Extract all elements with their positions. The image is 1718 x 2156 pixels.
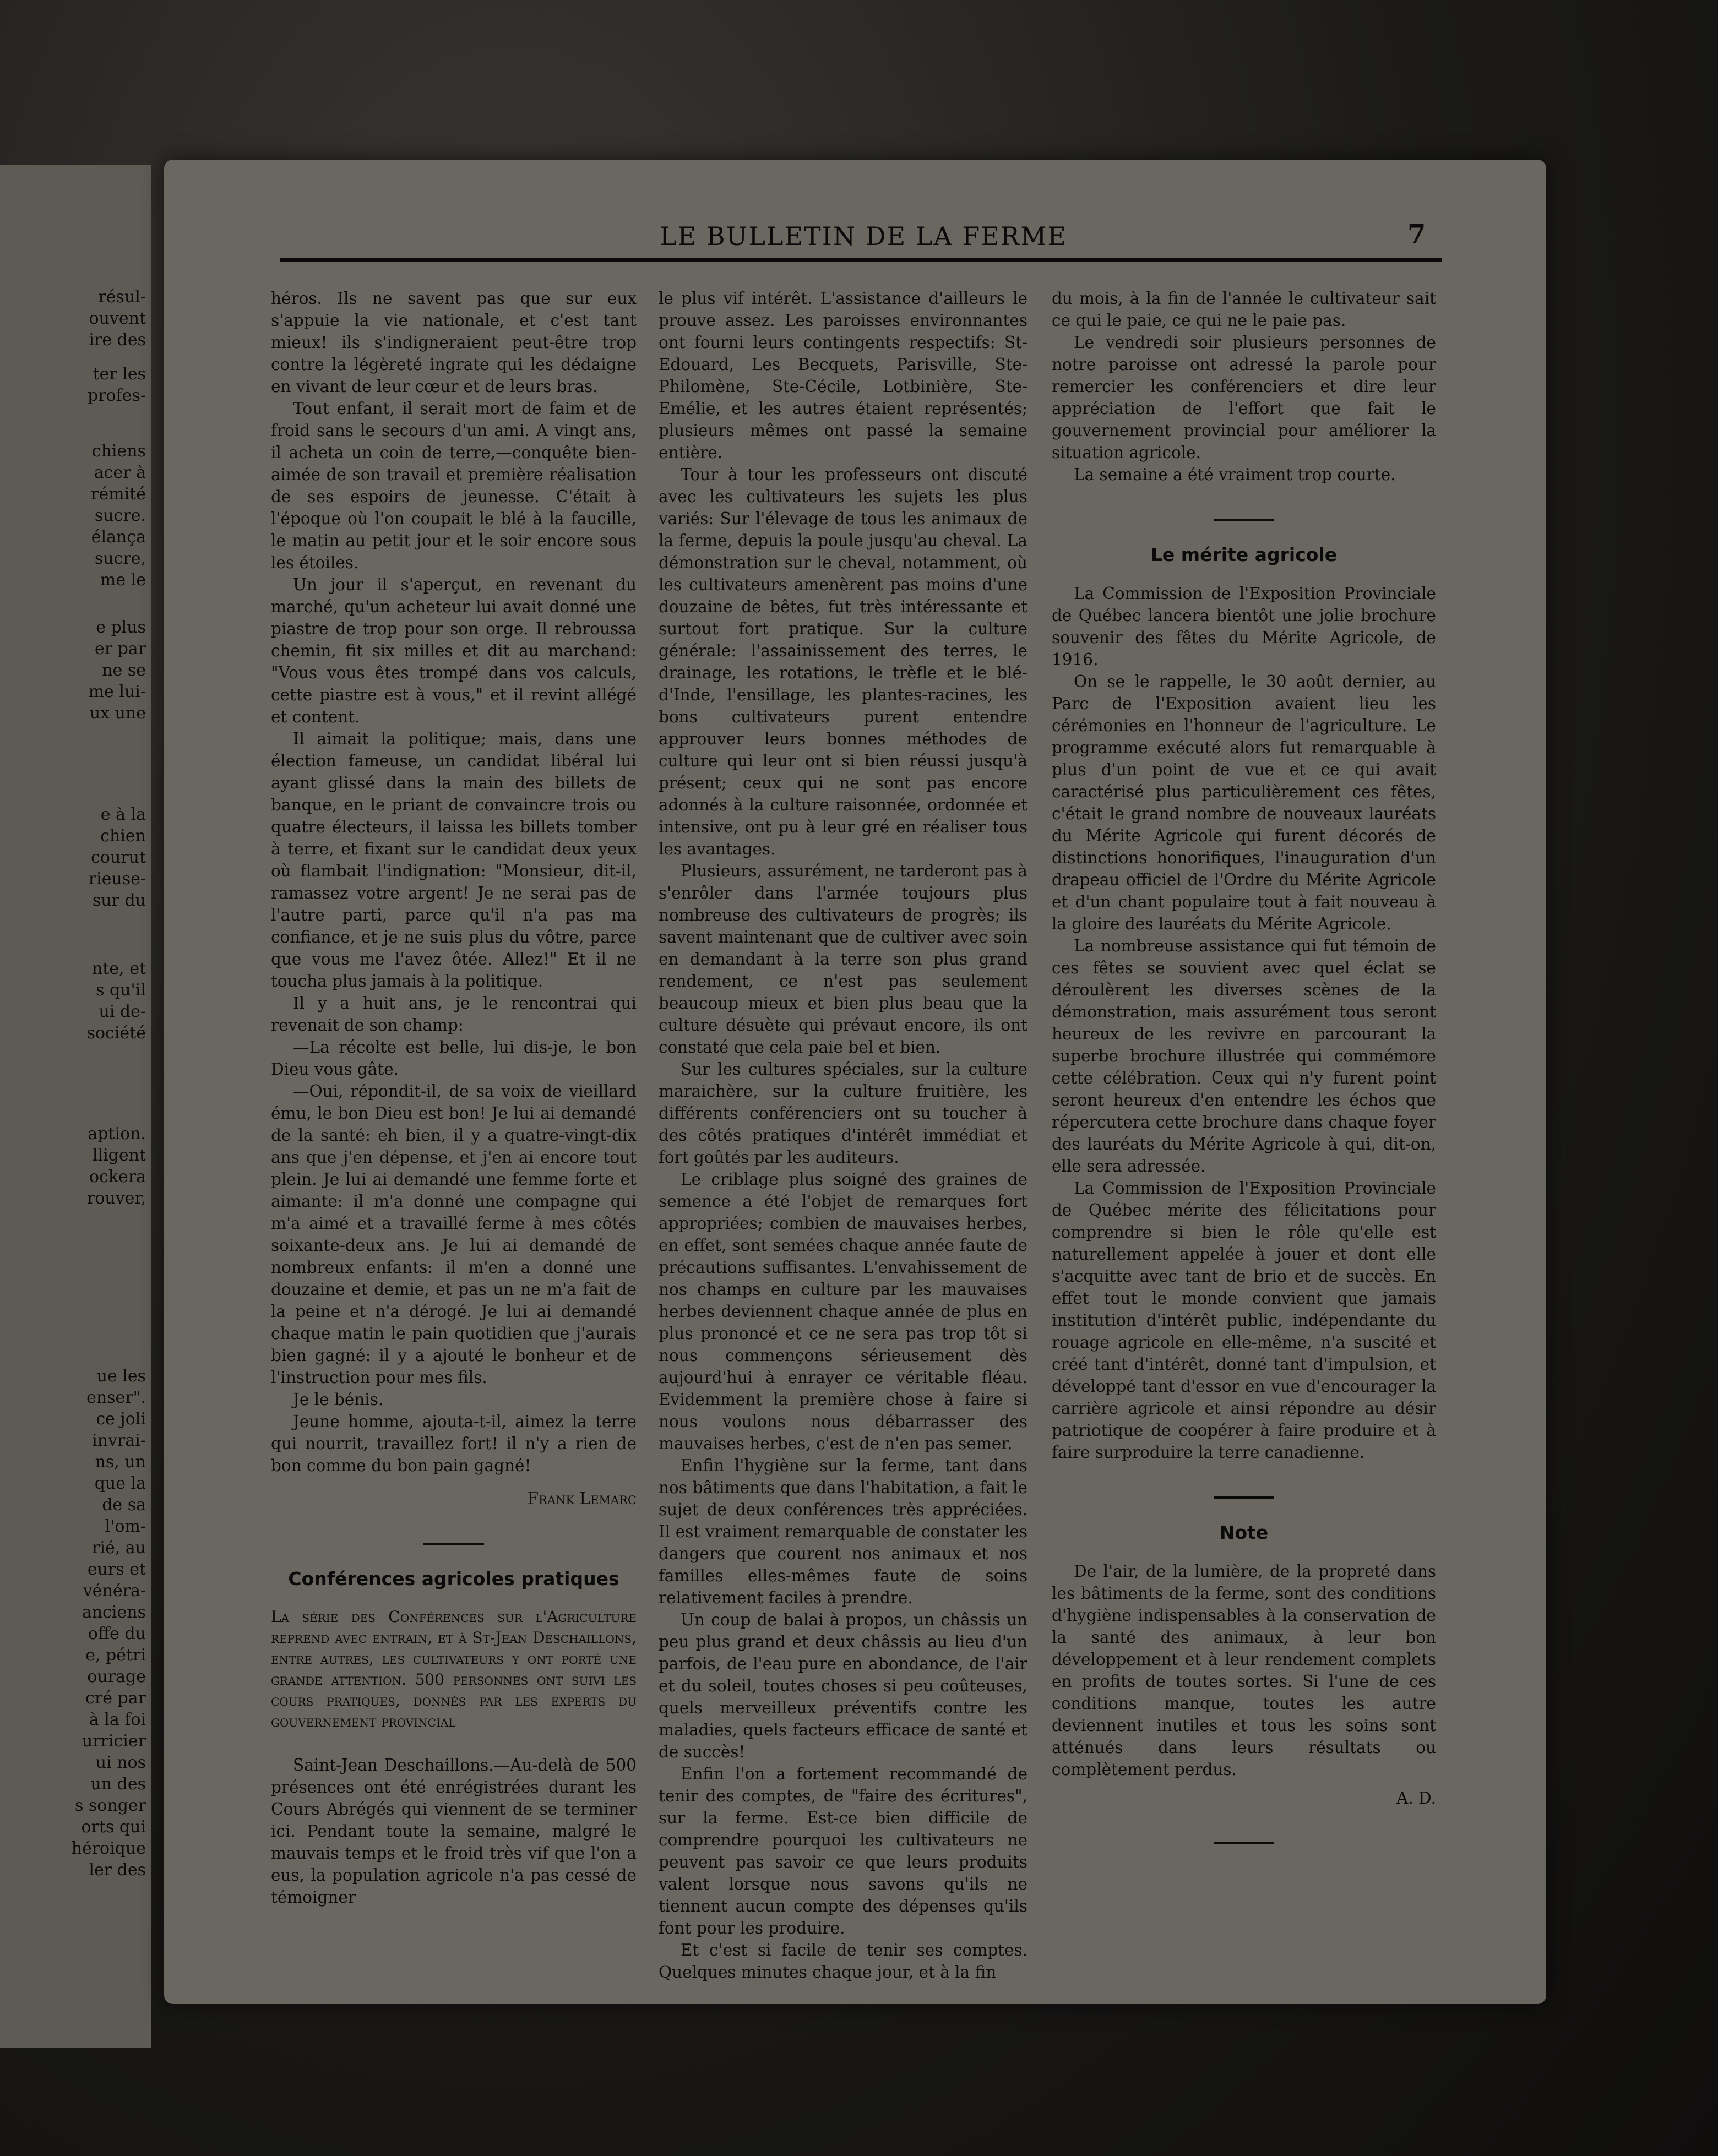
text-fragment: ourage bbox=[87, 1667, 146, 1686]
paragraph: Le vendredi soir plusieurs personnes de notre paroisse ont adressé la parole pour remercier les conférenciers et dire leur appréciation de l'effort que fait le gouvernement provincial pour améliorer la situation agricole. bbox=[1052, 333, 1436, 462]
section-title: Le mérite agricole bbox=[1150, 544, 1338, 565]
paragraph: —La récolte est belle, lui dis-je, le bon Dieu vous gâte. bbox=[271, 1038, 637, 1079]
text-fragment: rouver, bbox=[86, 1189, 146, 1208]
text-fragment: lligent bbox=[92, 1146, 146, 1165]
text-fragment: cré par bbox=[85, 1689, 146, 1708]
paragraph: Tour à tour les professeurs ont discuté avec les cultivateurs les sujets les plus variés: Sur l'élevage de tous les animaux de la ferme, depuis la poule jusqu'au cheval. La démonstration sur le cheval, notamment, où les cultivateurs amenèrent pas moins d'une douzaine de bêtes, fut très intéressante et surtout fort pratique. Sur la culture générale: l'assainissement des terres, le drainage, les rotations, le trèfle et le blé-d'Inde, l'ensillage, les plantes-racines, les bons cultivateurs purent entendre approuver leurs bonnes méthodes de culture qui leur ont si bien réussi jusqu'à présent; ceux qui ne sont pas encore adonnés à la culture raisonnée, ordonnée et intensive, ont pu à leur gré en réaliser tous les avantages. bbox=[659, 465, 1027, 858]
text-fragment: enser". bbox=[86, 1388, 146, 1407]
text-fragment: anciens bbox=[81, 1603, 146, 1622]
text-fragment: e à la bbox=[100, 805, 146, 824]
section-divider bbox=[1214, 519, 1274, 521]
text-fragment: chien bbox=[100, 826, 146, 846]
section-title: Conférences agricoles pratiques bbox=[288, 1568, 619, 1589]
text-fragment: eurs et bbox=[87, 1560, 146, 1579]
paragraph: Et c'est si facile de tenir ses comptes. Quelques minutes chaque jour, et à la fin bbox=[659, 1941, 1027, 1981]
text-fragment: ce joli bbox=[96, 1409, 146, 1429]
text-fragment: sur du bbox=[92, 891, 146, 910]
text-fragment: offe du bbox=[88, 1624, 146, 1643]
page-number: 7 bbox=[1407, 219, 1426, 250]
column-2 bbox=[659, 287, 1027, 1983]
paragraph: Il aimait la politique; mais, dans une élection fameuse, un candidat libéral lui ayant glissé dans la main des billets de banque, en le priant de convaincre trois ou quatre électeurs, il laissa les billets tomber à terre, et fixant sur le candidat deux yeux où flambait l'indignation: "Monsieur, dit-il, ramassez votre argent! Je ne serai pas de l'autre parti, parce qu'il n'a pas ma confiance, et je ne suis plus du vôtre, parce que vous me l'avez ôtée. Allez!" Et il ne toucha plus jamais à la politique. bbox=[271, 729, 637, 990]
header-rule bbox=[280, 258, 1442, 262]
section-title: Note bbox=[1219, 1522, 1269, 1543]
paragraph: Enfin l'on a fortement recommandé de tenir des comptes, de "faire des écritures", sur la ferme. Est-ce bien difficile de comprendre pourquoi les cultivateurs ne peuvent pas savoir ce que leurs produits valent lorsque nous savons qu'ils ne tiennent aucun compte des dépenses qu'ils font pour les produire. bbox=[659, 1765, 1027, 1937]
text-fragment: héroique bbox=[71, 1839, 146, 1858]
text-fragment: e, pétri bbox=[85, 1646, 146, 1665]
paragraph: Tout enfant, il serait mort de faim et de froid sans le secours d'un ami. A vingt ans, il acheta un coin de terre,—conquête bien-aimée de son travail et première réalisation de ses espoirs de jeunesse. C'était à l'époque où l'on coupait le blé à la faucille, le matin au petit jour et le soir encore sous les étoiles. bbox=[271, 399, 637, 572]
text-fragment: me le bbox=[100, 570, 146, 590]
paragraph: Enfin l'hygiène sur la ferme, tant dans nos bâtiments que dans l'habitation, a fait le sujet de deux conférences très appréciées. Il est vraiment remarquable de constater les dangers que courent nos animaux et nos familles elles-mêmes faute de soins relativement faciles à prendre. bbox=[659, 1456, 1027, 1607]
column-1 bbox=[271, 287, 637, 1908]
text-fragment: ui de- bbox=[99, 1002, 146, 1021]
text-fragment: sucre. bbox=[94, 506, 146, 525]
newspaper-page bbox=[164, 160, 1546, 2004]
text-fragment: un des bbox=[90, 1774, 146, 1794]
text-fragment: ne se bbox=[102, 661, 146, 680]
text-fragment: nte, et bbox=[91, 959, 146, 978]
column-3 bbox=[1052, 287, 1436, 1868]
paragraph: Je le bénis. bbox=[293, 1390, 384, 1409]
text-fragment: de sa bbox=[102, 1495, 146, 1515]
text-fragment: ire des bbox=[89, 330, 146, 350]
text-fragment: ue les bbox=[96, 1366, 146, 1386]
text-fragment: à la foi bbox=[89, 1710, 146, 1729]
adjacent-page-strip bbox=[0, 165, 151, 2048]
text-fragment: chiens bbox=[91, 442, 146, 461]
text-fragment: ockera bbox=[89, 1167, 146, 1186]
text-fragment: l'om- bbox=[105, 1517, 146, 1536]
text-fragment: vénéra- bbox=[83, 1581, 146, 1600]
text-fragment: aption. bbox=[88, 1124, 146, 1144]
author-signature: Frank Lemarc bbox=[527, 1489, 637, 1508]
text-fragment: ouvent bbox=[89, 309, 146, 328]
paragraph: Il y a huit ans, je le rencontrai qui revenait de son champ: bbox=[271, 994, 637, 1035]
text-fragment: s qu'il bbox=[96, 981, 146, 1000]
text-fragment: acer à bbox=[94, 463, 146, 482]
paragraph: La nombreuse assistance qui fut témoin de ces fêtes se souvient avec quel éclat se déroulèrent les diverses scènes de la démonstration, mais assurément tous seront heureux de les revivre en parcourant la superbe brochure illustrée qui commémore cette célébration. Ceux qui n'y furent point seront heureux d'en entendre les échos que répercutera cette brochure dans chaque foyer des lauréats du Mérite Agricole à qui, dit-on, elle sera adressée. bbox=[1052, 937, 1436, 1175]
paragraph: Un coup de balai à propos, un châssis un peu plus grand et deux châssis au lieu d'un parfois, de l'eau pure en abondance, de l'air et du soleil, toutes choses si peu coûteuses, quels merveilleux préventifs contre les maladies, quels facteurs efficace de santé et de succès! bbox=[659, 1610, 1027, 1761]
text-fragment: orts qui bbox=[81, 1817, 146, 1837]
text-fragment: profes- bbox=[88, 386, 146, 405]
paragraph: La Commission de l'Exposition Provinciale de Québec mérite des félicitations pour comprendre si bien le rôle qu'elle est naturellement appelée à jouer et dont elle s'acquitte avec tant de brio et de succès. En effet tout le monde convient que jamais institution d'intérêt public, indépendante du rouage agricole en elle-même, n'a suscité et créé tant d'intérêt, donné tant d'impulsion, et développé tant d'essor en vue d'encourager la carrière agricole et ainsi répondre au désir patriotique de coopérer à faire produire et à faire surproduire la terre canadienne. bbox=[1052, 1179, 1436, 1462]
paragraph: La semaine a été vraiment trop courte. bbox=[1074, 465, 1396, 484]
text-fragment: ler des bbox=[89, 1860, 146, 1880]
text-fragment: courut bbox=[91, 848, 146, 867]
paragraph: Sur les cultures spéciales, sur la culture maraichère, sur la culture fruitière, les différents conférenciers ont su toucher à des côtés pratiques d'intérêt immédiat et fort goûtés par les auditeurs. bbox=[659, 1060, 1027, 1167]
text-fragment: résul- bbox=[98, 287, 146, 307]
paragraph: héros. Ils ne savent pas que sur eux s'appuie la vie nationale, et c'est tant mieux! ils s'indigneraient peut-être trop contre la légèreté ingrate qui les dédaigne en vivant de leur cœur et de leurs bras. bbox=[271, 289, 637, 396]
paragraph: Saint-Jean Deschaillons.—Au-delà de 500 présences ont été enrégistrées durant les Cours Abrégés qui viennent de se terminer ici. Pendant toute la semaine, malgré le mauvais temps et le froid très vif que l'on a eus, la population agricole n'a pas cessé de témoigner bbox=[271, 1756, 637, 1907]
text-fragment: que la bbox=[94, 1474, 146, 1493]
article-deck: La série des Conférences sur l'Agriculture reprend avec entrain, et à St-Jean Deschaillons, entre autres, les cultivateurs y ont porté une grande attention. 500 personnes ont suivi les cours pratiques, donnés par les experts du gouvernement provincial bbox=[271, 1608, 637, 1730]
text-fragment: élança bbox=[91, 527, 146, 547]
paragraph: du mois, à la fin de l'année le cultivateur sait ce qui le paie, ce qui ne le paie pas. bbox=[1052, 289, 1436, 330]
paragraph: De l'air, de la lumière, de la propreté dans les bâtiments de la ferme, sont des conditions d'hygiène indispensables à la conservation de la santé des animaux, à leur bon développement et à leur rendement complets en profits de toutes sortes. Si l'une de ces conditions manque, toutes les autre deviennent inutiles et tous les soins sont atténués dans leurs résultats ou complètement perdus. bbox=[1052, 1562, 1436, 1779]
text-fragment: urricier bbox=[81, 1732, 146, 1751]
paragraph: le plus vif intérêt. L'assistance d'ailleurs le prouve assez. Les paroisses environnantes ont fourni leurs contingents respectifs: St-Edouard, Les Becquets, Parisville, Ste-Philomène, Ste-Cécile, Lotbinière, Ste-Emélie, et les autres étaient représentés; plusieurs mêmes ont passé la semaine entière. bbox=[659, 289, 1027, 462]
paragraph: La Commission de l'Exposition Provinciale de Québec lancera bientôt une jolie brochure souvenir des fêtes du Mérite Agricole, de 1916. bbox=[1052, 584, 1436, 669]
paragraph: Le criblage plus soigné des graines de semence a été l'objet de remarques fort appropriées; combien de mauvaises herbes, en effet, sont semées chaque année faute de précautions suffisantes. L'envahissement de nos champs en culture par les mauvaises herbes deviennent chaque année de plus en plus prononcé et ce ne sera pas trop tôt si nous commençons sérieusement dès aujourd'hui à enrayer ce véritable fléau. Evidemment la première chose à faire si nous voulons nous débarrasser des mauvaises herbes, c'est de n'en pas semer. bbox=[659, 1170, 1027, 1453]
text-fragment: société bbox=[86, 1023, 146, 1043]
section-divider bbox=[1214, 1496, 1274, 1499]
text-fragment: rémité bbox=[91, 484, 146, 504]
section-divider bbox=[1214, 1842, 1274, 1844]
paragraph: On se le rappelle, le 30 août dernier, au Parc de l'Exposition avaient lieu les cérémonies en l'honneur de l'agriculture. Le programme exécuté alors fut remarquable à plus d'un point de vue et ce qui avait caractérisé plus particulièrement ces fêtes, c'était le grand nombre de nouveaux lauréats du Mérite Agricole qui furent décorés de distinctions honorifiques, l'inauguration d'un drapeau officiel de l'Ordre du Mérite Agricole et d'un chant populaire tout à fait nouveau à la gloire des lauréats du Mérite Agricole. bbox=[1052, 672, 1436, 933]
paragraph: —Oui, répondit-il, de sa voix de vieillard ému, le bon Dieu est bon! Je lui ai demandé de la santé: eh bien, il y a quatre-vingt-dix ans que j'en dépense, et j'en ai encore tout plein. Je lui ai demandé une femme forte et aimante: il m'a donné une compagne qui m'a aimé et a travaillé ferme à mes côtés soixante-deux ans. Je lui ai demandé de nombreux enfants: il m'en a donné une douzaine et demie, et pas un ne m'a fait de la peine et n'a dérogé. Je lui ai demandé chaque matin le pain quotidien que j'aurais bien gagné: il y a ajouté le bonheur et de l'instruction pour mes fils. bbox=[271, 1082, 637, 1387]
text-fragment: rié, au bbox=[92, 1538, 146, 1558]
text-fragment: e plus bbox=[96, 618, 146, 637]
text-fragment: rieuse- bbox=[88, 869, 146, 889]
paragraph: Jeune homme, ajouta-t-il, aimez la terre qui nourrit, travaillez fort! il n'y a rien de bon comme du bon pain gagné! bbox=[271, 1412, 637, 1475]
section-divider bbox=[423, 1543, 484, 1545]
text-fragment: s songer bbox=[74, 1796, 146, 1815]
running-head: LE BULLETIN DE LA FERME bbox=[660, 221, 1067, 251]
paragraph: Plusieurs, assurément, ne tarderont pas à s'enrôler dans l'armée toujours plus nombreuse des cultivateurs de progrès; ils savent maintenant que de cultiver avec soin en demandant à la terre son plus grand rendement, ce n'est pas seulement beaucoup mieux et bien plus beau que la culture désuète qui prévaut encore, ils ont constaté que cela paie bel et bien. bbox=[659, 862, 1027, 1057]
text-fragment: invrai- bbox=[92, 1431, 146, 1450]
text-fragment: er par bbox=[94, 639, 146, 658]
text-fragment: sucre, bbox=[94, 549, 146, 568]
text-fragment: ux une bbox=[89, 704, 146, 723]
author-initials: A. D. bbox=[1396, 1789, 1436, 1807]
text-fragment: ter les bbox=[93, 364, 146, 384]
paragraph: Un jour il s'aperçut, en revenant du marché, qu'un acheteur lui avait donné une piastre de trop pour son orge. Il rebroussa chemin, fit six milles et dit au marchand: "Vous vous êtes trompé dans vos calculs, cette piastre est à vous," et il revint allégé et content. bbox=[271, 575, 637, 726]
text-fragment: me lui- bbox=[88, 682, 146, 701]
text-fragment: ns, un bbox=[95, 1452, 146, 1472]
text-fragment: ui nos bbox=[95, 1753, 146, 1772]
